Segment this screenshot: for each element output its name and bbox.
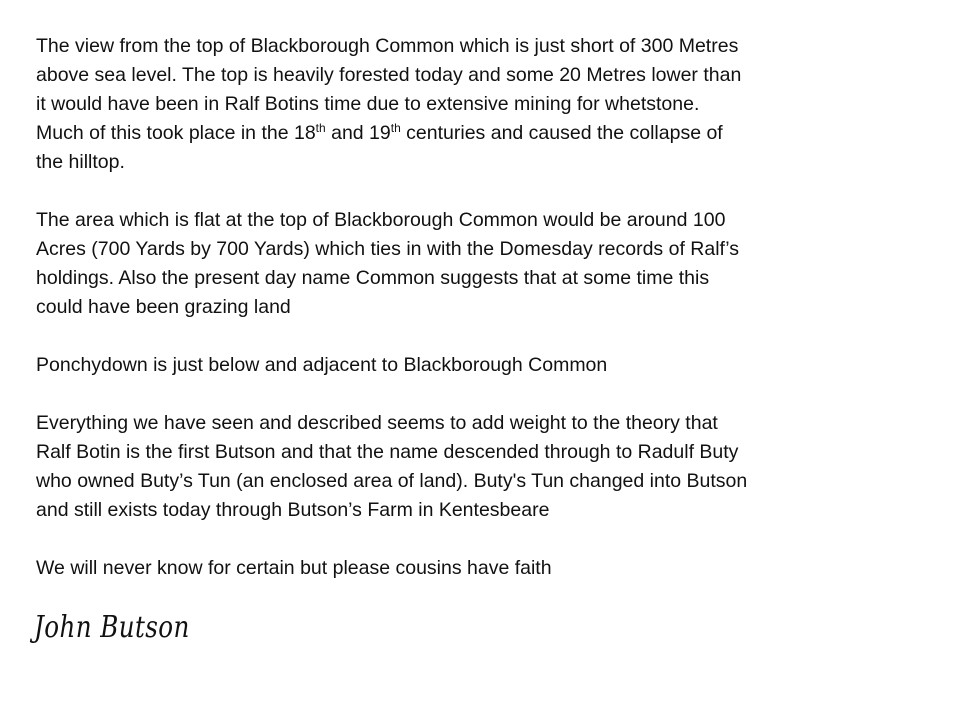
- text-run: and 19: [325, 122, 391, 144]
- text-line: [36, 438, 926, 467]
- superscript: th: [315, 121, 326, 135]
- paragraph-theory: [36, 409, 926, 525]
- text-run: Ponchydown is just below and adjacent to Blackborough Common: [36, 354, 608, 376]
- text-line: [36, 148, 926, 177]
- text-run: holdings. Also the present day name Common suggests that at some time this: [36, 267, 710, 289]
- text-run: Acres (700 Yards by 700 Yards) which ties in with the Domesday records of Ralf’s: [36, 238, 740, 260]
- text-line: [36, 206, 926, 235]
- superscript: th: [390, 121, 401, 135]
- text-line: [36, 409, 926, 438]
- paragraph-faith: [36, 554, 926, 583]
- paragraph-ponchydown: [36, 351, 926, 380]
- text-line: [36, 467, 926, 496]
- text-line: [36, 554, 926, 583]
- body-text: [36, 32, 926, 612]
- text-line: [36, 32, 926, 61]
- paragraph-area: [36, 206, 926, 322]
- text-run: who owned Buty’s Tun (an enclosed area of land). Buty's Tun changed into Butson: [36, 470, 748, 492]
- text-run: Ralf Botin is the first Butson and that the name descended through to Radulf Buty: [36, 441, 739, 463]
- text-line: [36, 264, 926, 293]
- text-line: [36, 119, 926, 148]
- text-run: could have been grazing land: [36, 296, 291, 318]
- text-run: and still exists today through Butson’s Farm in Kentesbeare: [36, 499, 550, 521]
- text-run: Much of this took place in the 18: [36, 122, 316, 144]
- text-run: The view from the top of Blackborough Common which is just short of 300 Metres: [36, 35, 739, 57]
- text-run: centuries and caused the collapse of: [400, 122, 723, 144]
- text-line: [36, 496, 926, 525]
- text-run: it would have been in Ralf Botins time due to extensive mining for whetstone.: [36, 93, 700, 115]
- text-run: We will never know for certain but please cousins have faith: [36, 557, 552, 579]
- signature: John Butson: [34, 610, 190, 645]
- text-line: [36, 235, 926, 264]
- text-run: The area which is flat at the top of Blackborough Common would be around 100: [36, 209, 726, 231]
- text-line: [36, 293, 926, 322]
- text-run: the hilltop.: [36, 151, 125, 173]
- text-line: [36, 61, 926, 90]
- text-run: Everything we have seen and described seems to add weight to the theory that: [36, 412, 718, 434]
- paragraph-view: [36, 32, 926, 177]
- text-line: [36, 351, 926, 380]
- text-line: [36, 90, 926, 119]
- text-run: above sea level. The top is heavily forested today and some 20 Metres lower than: [36, 64, 742, 86]
